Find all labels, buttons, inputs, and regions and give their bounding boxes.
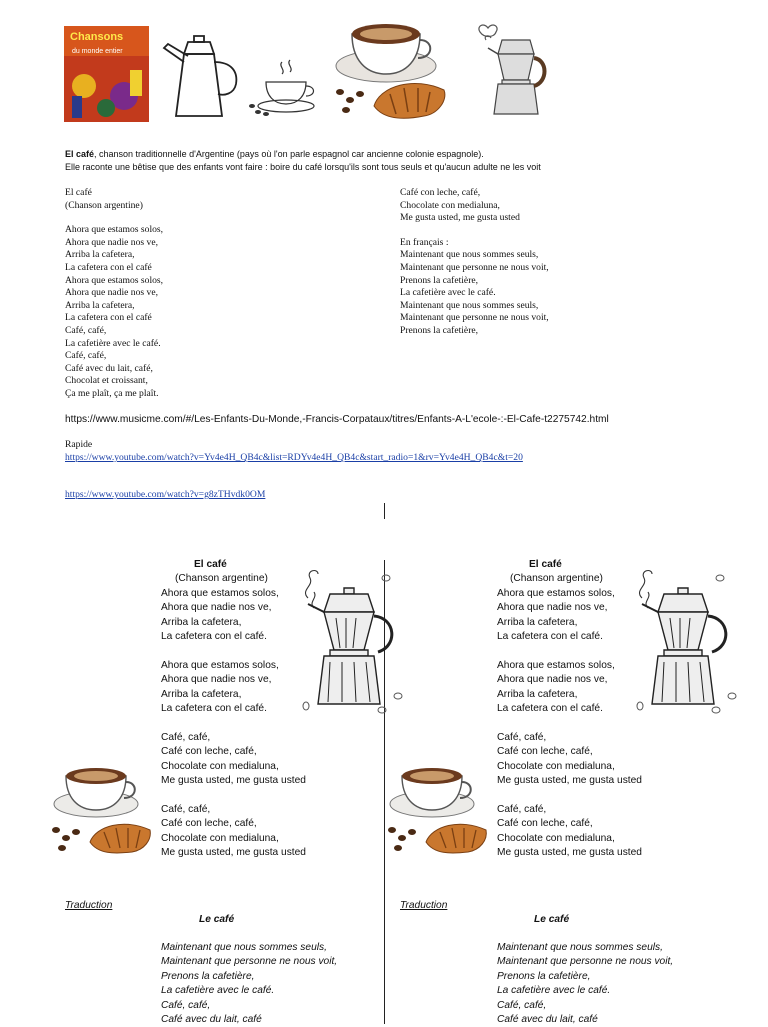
lyric-line: Chocolat et croissant, [65, 375, 148, 387]
lyric-line: La cafetera con el café [65, 312, 152, 324]
french-line: Prenons la cafetière, [400, 324, 479, 336]
coffee-cup-sketch [244, 56, 328, 122]
lyric-line: Ahora que estamos solos, [65, 274, 164, 286]
verse-line: Me gusta usted, me gusta usted [161, 775, 306, 787]
verse-line: Ahora que nadie nos ve, [161, 674, 272, 686]
french-line: La cafetière avec le café. [400, 287, 496, 299]
verse-line: La cafetera con el café. [161, 703, 267, 715]
traduction-line: Café, café, [161, 999, 211, 1011]
verse-line: Café con leche, café, [497, 746, 593, 758]
lyric-line: Ahora que estamos solos, [65, 224, 164, 236]
album-cover-image [64, 26, 149, 122]
card-title: El café [529, 559, 562, 570]
verse-line: Ahora que estamos solos, [161, 587, 279, 599]
album-title: Chansons [70, 31, 124, 43]
youtube-link-2[interactable]: https://www.youtube.com/watch?v=g8zTHvdk0OM [65, 489, 266, 500]
traduction-line: La cafetière avec le café. [497, 985, 611, 997]
verse-line: Café, café, [161, 731, 211, 743]
intro-paragraph [65, 148, 755, 173]
traduction-label: Traduction [400, 900, 448, 911]
verse-line: Café con leche, café, [497, 818, 593, 830]
verse-line: Arriba la cafetera, [497, 688, 578, 700]
traduction-lines [161, 941, 337, 1027]
french-line: Prenons la cafetière, [400, 274, 479, 286]
musicme-url[interactable]: https://www.musicme.com/#/Les-Enfants-Du-Monde,-Francis-Corpataux/titres/Enfants-A-L'ecole-:-El-Cafe-t2275742.html [65, 414, 609, 425]
coffee-croissant-illustration-left [50, 764, 154, 856]
traduction-line: La cafetière avec le café. [161, 985, 275, 997]
traduction-line: Café avec du lait, café [161, 1014, 262, 1026]
lyric-line: Arriba la cafetera, [65, 249, 135, 261]
verse-line: Café con leche, café, [161, 746, 257, 758]
youtube-link-rapide[interactable]: https://www.youtube.com/watch?v=Yv4e4H_QB4c&list=RDYv4e4H_QB4c&start_radio=1&rv=Yv4e4H_QB4c&t=20 [65, 452, 523, 463]
verse-line: Chocolate con medialuna, [161, 760, 279, 772]
verse-line: Café con leche, café, [161, 818, 257, 830]
verse-line: Ahora que estamos solos, [497, 587, 615, 599]
lyric-line: Café con leche, café, [400, 187, 481, 198]
song-left-column [65, 187, 385, 401]
traduction-line: Prenons la cafetière, [161, 970, 255, 982]
french-heading: En français : [400, 236, 449, 248]
traduction-line: Maintenant que nous sommes seuls, [497, 942, 663, 953]
text-cursor [384, 503, 385, 519]
verse-line: Café, café, [161, 803, 211, 815]
moka-pot-drawing [468, 18, 568, 124]
song-title: El café [65, 187, 92, 198]
lyric-line: Me gusta usted, me gusta usted [400, 212, 520, 224]
lyric-line: Arriba la cafetera, [65, 299, 135, 311]
verse-line: Ahora que nadie nos ve, [161, 602, 272, 614]
card-subtitle: (Chanson argentine) [510, 573, 603, 585]
coffee-croissant-image [334, 14, 454, 124]
album-subtitle: du monde entier [72, 48, 123, 55]
lyric-line: Chocolate con medialuna, [400, 199, 500, 211]
traduction-line: Maintenant que nous sommes seuls, [161, 942, 327, 953]
traduction-line: Café, café, [497, 999, 547, 1011]
coffee-croissant-illustration-right [386, 764, 490, 856]
verse-line: Ahora que estamos solos, [497, 659, 615, 671]
lyric-line: Ça me plaît, ça me plaît. [65, 387, 159, 399]
lyric-line: Café, café, [65, 350, 107, 362]
verse-line: Ahora que nadie nos ve, [497, 674, 608, 686]
traduction-line: Prenons la cafetière, [497, 970, 591, 982]
french-line: Maintenant que personne ne nous voit, [400, 261, 549, 273]
lyric-line: Ahora que nadie nos ve, [65, 236, 158, 248]
coffee-pot-drawing [158, 30, 242, 122]
verse-line: La cafetera con el café. [161, 631, 267, 643]
verse-line: Me gusta usted, me gusta usted [497, 847, 642, 859]
moka-pot-illustration-right [628, 568, 740, 718]
traduction-label: Traduction [65, 900, 113, 911]
verse-line: Arriba la cafetera, [161, 688, 242, 700]
lyric-line: Café avec du lait, café, [65, 362, 153, 374]
traduction-line: Café avec du lait, café [497, 1014, 598, 1026]
traduction-title: Le café [199, 914, 235, 925]
intro-line1: , chanson traditionnelle d'Argentine (pays où l'on parle espagnol car ancienne colonie espagnole). [94, 149, 484, 159]
verse-line: Ahora que estamos solos, [161, 659, 279, 671]
verse-line: Ahora que nadie nos ve, [497, 602, 608, 614]
verse-line: Chocolate con medialuna, [497, 832, 615, 844]
moka-pot-illustration-left [294, 568, 406, 718]
french-line: Maintenant que nous sommes seuls, [400, 249, 539, 261]
french-line: Maintenant que personne ne nous voit, [400, 312, 549, 324]
traduction-title: Le café [534, 914, 570, 925]
verse-line: Chocolate con medialuna, [497, 760, 615, 772]
verse-line: Me gusta usted, me gusta usted [497, 775, 642, 787]
card-subtitle: (Chanson argentine) [175, 573, 268, 585]
traduction-lines [497, 941, 673, 1027]
verse-line: Arriba la cafetera, [497, 616, 578, 628]
lyric-line: La cafetière avec le café. [65, 337, 161, 349]
verse-line: Café, café, [497, 731, 547, 743]
intro-song-name: El café [65, 149, 95, 159]
card-title: El café [194, 559, 227, 570]
lyric-line: La cafetera con el café [65, 261, 152, 273]
verse-line: La cafetera con el café. [497, 631, 603, 643]
intro-line2: Elle raconte une bêtise que des enfants vont faire : boire du café lorsqu'ils sont tous seuls et qu'aucun adulte ne les voit [65, 161, 541, 172]
lyric-line: Café, café, [65, 324, 107, 336]
rapide-label: Rapide [65, 439, 93, 450]
traduction-line: Maintenant que personne ne nous voit, [161, 956, 338, 968]
song-right-column [400, 187, 740, 338]
french-line: Maintenant que nous sommes seuls, [400, 299, 539, 311]
verse-line: Café, café, [497, 803, 547, 815]
verse-line: Me gusta usted, me gusta usted [161, 847, 306, 859]
verse-line: Arriba la cafetera, [161, 616, 242, 628]
verse-line: La cafetera con el café. [497, 703, 603, 715]
traduction-line: Maintenant que personne ne nous voit, [497, 956, 674, 968]
lyric-line: Ahora que nadie nos ve, [65, 287, 158, 299]
song-subtitle: (Chanson argentine) [65, 199, 143, 211]
verse-line: Chocolate con medialuna, [161, 832, 279, 844]
